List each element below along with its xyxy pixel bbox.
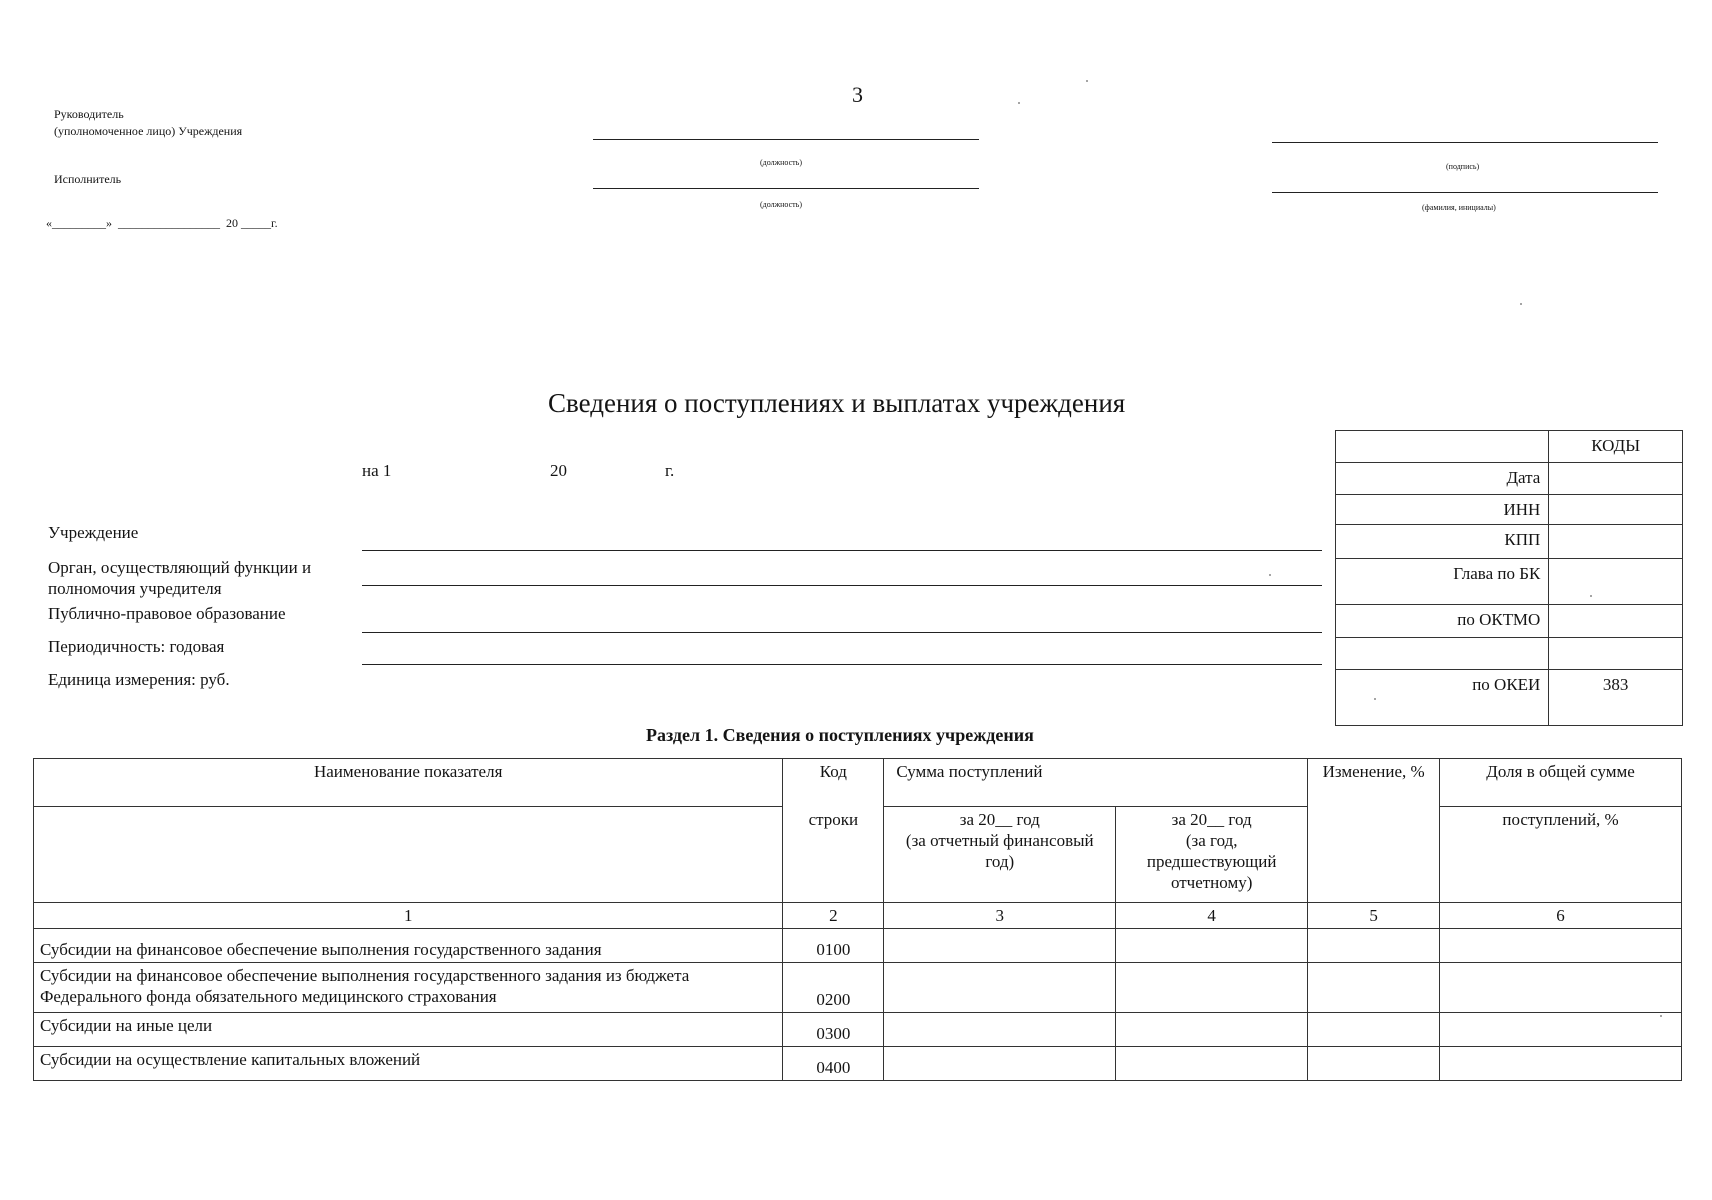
section1-title: Раздел 1. Сведения о поступлениях учреждения [646, 725, 1034, 745]
table-row [34, 929, 1682, 963]
column-number: 1 [34, 903, 783, 929]
row-name: Субсидии на финансовое обеспечение выполнения государственного задания [34, 929, 783, 963]
codes-table [1335, 430, 1683, 726]
column-number: 3 [884, 903, 1116, 929]
header-share-line2: поступлений, % [1440, 807, 1682, 903]
row-sum-prev [1116, 963, 1308, 1013]
row-share [1440, 929, 1682, 963]
row-change [1308, 929, 1440, 963]
scan-speck [1374, 698, 1376, 700]
column-number: 4 [1116, 903, 1308, 929]
header-code-line2: строки [808, 810, 859, 829]
date-year: 20 [550, 461, 567, 480]
scan-speck [1018, 102, 1020, 104]
header-code-gap [789, 782, 877, 809]
codes-row-value: 383 [1549, 670, 1683, 726]
table-row [34, 1047, 1682, 1081]
scan-speck [1269, 574, 1271, 576]
header-share-line1: Доля в общей сумме [1440, 759, 1682, 807]
codes-row-label: Дата [1336, 463, 1549, 495]
scan-speck [1520, 303, 1522, 305]
row-sum-current [884, 963, 1116, 1013]
date-suffix: г. [665, 461, 675, 480]
signature-caption: (подпись) [1446, 162, 1480, 171]
table-row [34, 1013, 1682, 1047]
periodicity-line [362, 664, 1322, 665]
founder-line [362, 585, 1322, 586]
scan-speck [1086, 80, 1088, 82]
scan-speck [1590, 595, 1592, 597]
codes-row-label: КПП [1336, 525, 1549, 559]
header-sum: Сумма поступлений [884, 759, 1308, 807]
column-number: 5 [1308, 903, 1440, 929]
header-sum-current-line2: (за отчетный финансовый год) [905, 831, 1094, 871]
header-name-blank [34, 807, 783, 903]
position-line-1 [593, 139, 979, 140]
name-line [1272, 192, 1658, 193]
header-sum-current-line1: за 20__ год [959, 810, 1040, 829]
row-code: 0100 [783, 929, 884, 963]
founder-label [48, 557, 311, 599]
row-change [1308, 963, 1440, 1013]
header-name: Наименование показателя [34, 759, 783, 807]
table-row [34, 963, 1682, 1013]
institution-line [362, 550, 1322, 551]
row-name: Субсидии на осуществление капитальных вложений [34, 1047, 783, 1081]
header-code [783, 759, 884, 903]
codes-row-value [1549, 463, 1683, 495]
header-sum-current [884, 807, 1116, 903]
codes-row-label [1336, 638, 1549, 670]
header-change: Изменение, % [1308, 759, 1440, 903]
institution-label: Учреждение [48, 523, 139, 542]
row-sum-current [884, 1013, 1116, 1047]
section1-table [33, 758, 1682, 1081]
row-code: 0200 [783, 963, 884, 1013]
codes-row-value [1549, 525, 1683, 559]
codes-row-value [1549, 559, 1683, 605]
row-sum-current [884, 1047, 1116, 1081]
header-sum-prev-line2: (за год, предшествующий отчетному) [1146, 831, 1277, 892]
codes-row-value [1549, 605, 1683, 638]
row-share [1440, 1013, 1682, 1047]
codes-row-value [1549, 495, 1683, 525]
unit-label: Единица измерения: руб. [48, 670, 230, 689]
row-sum-prev [1116, 929, 1308, 963]
periodicity-label: Периодичность: годовая [48, 637, 225, 656]
public-entity-line [362, 632, 1322, 633]
codes-row-value [1549, 638, 1683, 670]
codes-blank-header [1336, 431, 1549, 463]
header-code-line1: Код [819, 762, 847, 781]
head-label-line1: Руководитель [54, 107, 124, 121]
codes-header: КОДЫ [1549, 431, 1683, 463]
page-number: 3 [852, 82, 863, 107]
row-change [1308, 1013, 1440, 1047]
row-name: Субсидии на финансовое обеспечение выполнения государственного задания из бюджета Федерального фонда обязательного медицинского страхования [34, 963, 783, 1013]
row-change [1308, 1047, 1440, 1081]
founder-label-line1: Орган, осуществляющий функции и [48, 558, 312, 577]
column-number: 6 [1440, 903, 1682, 929]
position-caption-2: (должность) [760, 200, 802, 209]
header-sum-prev [1116, 807, 1308, 903]
public-entity-label: Публично-правовое образование [48, 604, 286, 623]
name-caption: (фамилия, инициалы) [1422, 203, 1496, 212]
row-code: 0300 [783, 1013, 884, 1047]
date-line: «_________» _________________ 20 _____г. [46, 216, 278, 230]
position-caption-1: (должность) [760, 158, 802, 167]
row-name: Субсидии на иные цели [34, 1013, 783, 1047]
codes-row-label: ИНН [1336, 495, 1549, 525]
codes-row-label: по ОКТМО [1336, 605, 1549, 638]
scan-speck [1660, 1015, 1662, 1017]
founder-label-line2: полномочия учредителя [48, 579, 222, 598]
codes-row-label: Глава по БК [1336, 559, 1549, 605]
date-prefix: на 1 [362, 461, 392, 480]
head-label [54, 106, 242, 140]
row-sum-current [884, 929, 1116, 963]
signature-line [1272, 142, 1658, 143]
row-sum-prev [1116, 1047, 1308, 1081]
row-share [1440, 963, 1682, 1013]
head-label-line2: (уполномоченное лицо) Учреждения [54, 124, 243, 138]
header-sum-prev-line1: за 20__ год [1171, 810, 1252, 829]
codes-row-label: по ОКЕИ [1336, 670, 1549, 726]
position-line-2 [593, 188, 979, 189]
executor-label: Исполнитель [54, 172, 122, 186]
row-code: 0400 [783, 1047, 884, 1081]
column-number: 2 [783, 903, 884, 929]
row-sum-prev [1116, 1013, 1308, 1047]
document-title: Сведения о поступлениях и выплатах учреждения [548, 388, 1126, 418]
row-share [1440, 1047, 1682, 1081]
